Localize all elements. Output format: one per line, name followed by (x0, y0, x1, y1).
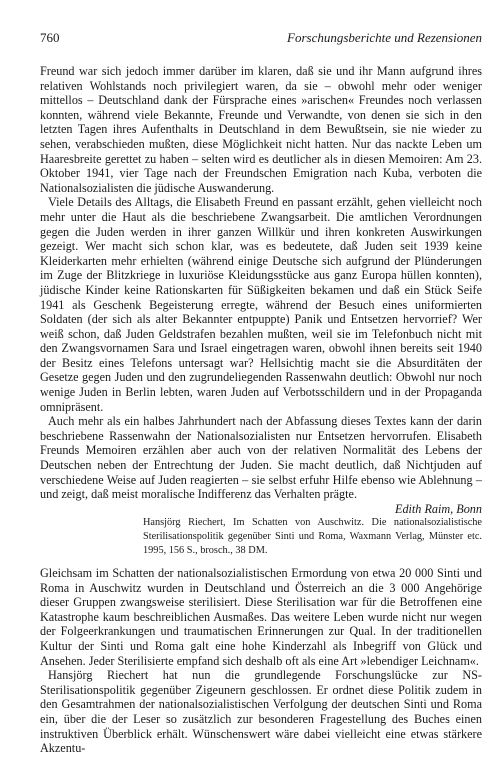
review1-paragraph-3: Auch mehr als ein halbes Jahrhundert nach der Abfassung dieses Textes kann der darin beschriebene Rassenwahn der Nationalsozialisten nur Entsetzen hervorrufen. Elisabeth Freunds Memoiren erzählen aber auch von der relativen Normalität des Lebens der Deutschen neben der Entrechtung der Juden. Sie macht deutlich, daß Nichtjuden auf verschiedene Weise auf Juden reagierten – sie selbst erfuhr Hilfe ebenso wie Ablehnung – und zeigt, daß meist moralische Indifferenz das Verhalten prägte. (40, 414, 482, 502)
review1-paragraph-2: Viele Details des Alltags, die Elisabeth Freund en passant erzählt, gehen vielleicht noch mehr unter die Haut als die beschriebene Zwangsarbeit. Die amtlichen Verordnungen gegen die Juden werden in ihrer ganzen Willkür und ihren konkreten Auswirkungen gezeigt. Wer macht sich schon klar, was es bedeutete, daß Juden seit 1939 keine Kleiderkarten mehr erhielten (während einige Deutsche sich aufgrund der Plünderungen im Zuge der Blitzkriege in luxuriöse Kleidungsstücke aus ganz Europa hüllen konnten), jüdische Kinder keine Rationskarten für Süßigkeiten bekamen und daß ein Stück Seife 1941 als Geschenk Begeisterung erregte, während der Besuch eines uniformierten Soldaten (der sich als alter Bekannter entpuppte) Panik und Entsetzen hervorrief? Wer weiß schon, daß Juden Geldstrafen bezahlen mußten, weil sie im Telefonbuch nicht mit den Zwangsvornamen Sara und Israel eingetragen waren, obwohl ihnen bereits seit 1940 der Besitz eines Telefons untersagt war? Hellsichtig macht sie die Absurditäten der Gesetze gegen Juden und den zugrundeliegenden Rassenwahn deutlich: Obwohl nur noch wenige Juden in Berlin lebten, waren Juden auf Verbotsschildern und in der Propaganda omnipräsent. (40, 195, 482, 414)
review-body-1 (40, 64, 482, 516)
review1-signature: Edith Raim, Bonn (395, 501, 482, 516)
page-number: 760 (40, 30, 60, 45)
review2-bibliography: Hansjörg Riechert, Im Schatten von Auschwitz. Die nationalsozialistische Sterilisationspolitik gegenüber Sinti und Roma, Waxmann Verlag, Münster etc. 1995, 156 S., brosch., 38 DM. (143, 517, 482, 556)
review2-paragraph-1: Gleichsam im Schatten der nationalsozialistischen Ermordung von etwa 20 000 Sinti und Roma in Auschwitz wurden in Deutschland und Österreich an die 3 000 Angehörige dieser Gruppen zwangsweise sterilisiert. Diese Sterilisation war für die Betroffenen eine Katastrophe kaum beschreiblichen Ausmaßes. Das weitere Leben wurde nicht nur wegen der Folgeerkrankungen und traumatischen Erinnerungen zur Qual. In der traditionellen Kultur der Sinti und Roma galt eine hohe Kinderzahl als Inbegriff von Glück und Ansehen. Jeder Sterilisierte empfand sich deshalb oft als eine Art »lebendiger Leichnam«. (40, 566, 482, 668)
review-body-2 (40, 566, 482, 756)
page-header (40, 30, 482, 46)
review1-paragraph-1: Freund war sich jedoch immer darüber im klaren, daß sie und ihr Mann aufgrund ihres relativen Wohlstands noch privilegiert waren, da sie – obwohl mehr oder weniger mittellos – Deutschland dank der Fürsprache eines »arischen« Freundes noch verlassen konnten, während viele Bekannte, Freunde und Verwandte, von denen sie sich in den letzten Tagen ihres Aufenthalts in Deutschland in dem Bewußtsein, sie nie wieder zu sehen, verabschieden mußten, diese Möglichkeit nicht hatten. Nur das nackte Leben um Haaresbreite gerettet zu haben – selten wird es deutlicher als in diesen Memoiren: Am 23. Oktober 1941, vier Tage nach der Freundschen Emigration nach Kuba, verboten die Nationalsozialisten die jüdische Auswanderung. (40, 64, 482, 195)
running-title: Forschungsberichte und Rezensionen (287, 30, 482, 45)
review2-paragraph-2: Hansjörg Riechert hat nun die grundlegende Forschungslücke zur NS-Sterilisationspolitik gegenüber Zigeunern geschlossen. Er ordnet diese Politik zudem in den Gesamtrahmen der nationalsozialistischen Verfolgung der deutschen Sinti und Roma ein, über die der Leser so zusätzlich zur besonderen Fragestellung des Buches einen instruktiven Überblick erhält. Wünschenswert wäre dabei vielleicht eine etwas stärkere Akzentu- (40, 668, 482, 756)
